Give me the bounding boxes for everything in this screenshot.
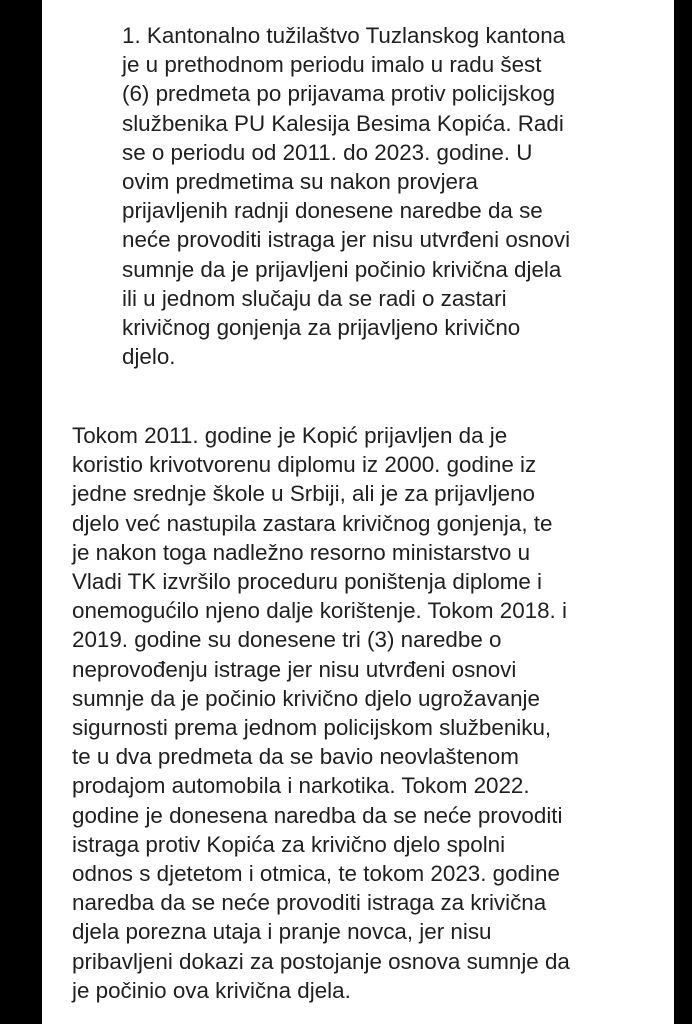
text-line: krivičnog gonjenja za prijavljeno krivično	[122, 315, 521, 341]
text-line: djelo već nastupila zastara krivičnog gonjenja, te	[72, 510, 553, 536]
text-line: Tokom 2011. godine je Kopić prijavljen da je	[72, 423, 508, 448]
text-line: neće provoditi istraga jer nisu utvrđeni osnovi	[122, 227, 571, 253]
paragraph-numbered-item-1	[122, 21, 570, 371]
text-line: djelo.	[122, 344, 176, 370]
text-line: odnos s djetetom i otmica, te tokom 2023. godine	[72, 861, 560, 887]
text-line: je počinio ova krivična djela.	[72, 977, 351, 1003]
text-line: te u dva predmeta da se bavio neovlaštenom	[72, 744, 519, 770]
text-line: neprovođenju istrage jer nisu utvrđeni osnovi	[72, 656, 517, 682]
text-line: naredba da se neće provoditi istraga za krivična	[72, 890, 547, 916]
text-line: se o periodu od 2011. do 2023. godine. U	[122, 139, 533, 165]
text-line: je nakon toga nadležno resorno ministarstvo u	[72, 539, 531, 565]
text-line: prodajom automobila i narkotika. Tokom 2022.	[72, 773, 530, 799]
text-line: sigurnosti prema jednom policijskom službeniku,	[72, 715, 552, 741]
text-line: godine je donesena naredba da se neće provoditi	[72, 802, 563, 828]
paragraph-timeline	[72, 421, 570, 1005]
text-line: ovim predmetima su nakon provjera	[122, 169, 478, 195]
text-line: istraga protiv Kopića za krivično djelo spolni	[72, 831, 506, 857]
text-line: ili u jednom slučaju da se radi o zastari	[122, 285, 507, 311]
text-line: pribavljeni dokazi za postojanje osnova sumnje da	[72, 948, 570, 974]
text-line: onemogućilo njeno dalje korištenje. Tokom 2018. i	[72, 598, 567, 624]
text-line: sumnje da je prijavljeni počinio krivična djela	[122, 256, 562, 282]
text-line: je u prethodnom periodu imalo u radu šest	[122, 52, 542, 78]
text-line: 1. Kantonalno tužilaštvo Tuzlanskog kantona	[122, 23, 566, 48]
text-line: koristio krivotvorenu diplomu iz 2000. godine iz	[72, 452, 537, 478]
text-line: (6) predmeta po prijavama protiv policijskog	[122, 81, 556, 107]
text-line: Vladi TK izvršilo proceduru poništenja diplome i	[72, 569, 543, 595]
text-line: prijavljenih radnji donesene naredbe da se	[122, 198, 543, 224]
text-line: sumnje da je počinio krivično djelo ugrožavanje	[72, 685, 540, 711]
text-line: jedne srednje škole u Srbiji, ali je za prijavljeno	[72, 481, 535, 507]
text-line: službenika PU Kalesija Besima Kopića. Radi	[122, 110, 564, 136]
text-line: djela porezna utaja i pranje novca, jer nisu	[72, 919, 492, 945]
text-line: 2019. godine su donesene tri (3) naredbe o	[72, 627, 502, 653]
